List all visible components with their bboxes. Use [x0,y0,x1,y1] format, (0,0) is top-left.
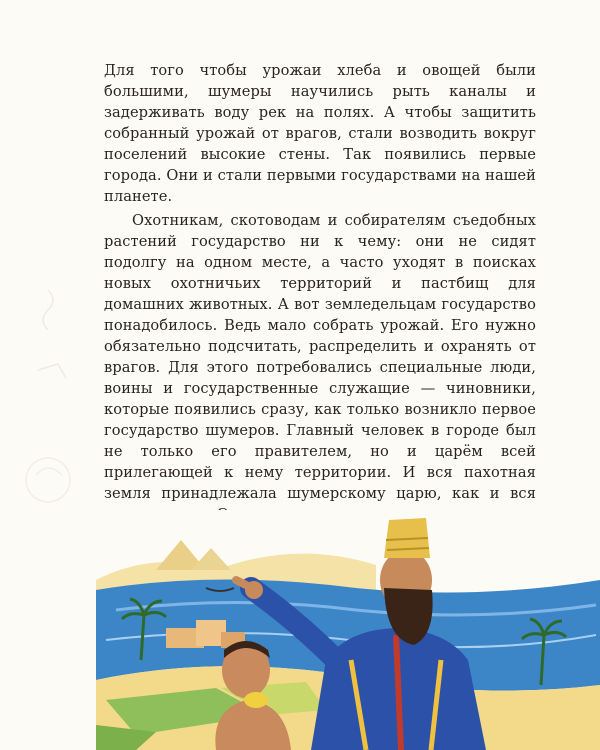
paragraph-1: Для того чтобы урожаи хлеба и овощей были большими, шумеры научились рыть каналы и задерживать воду рек на полях. А чтобы защитить собранный урожай от врагов, стали возводить вокруг поселений высокие стены. Так появились первые города. Они и стали первыми государствами на нашей планете. [104,62,536,205]
paragraph-2: Охотникам, скотоводам и собирателям съедобных растений государство ни к чему: они не сидят подолгу на одном месте, а часто уходят в поисках новых охотничьих территорий и пастбищ для домашних животных. А вот земледельцам государство понадобилось. Ведь мало собрать урожай. Его нужно обязательно подсчитать, распределить и охранять от врагов. Для этого потребовались специальные люди, воины и государственные служащие — чиновники, которые появились сразу, как только возникло первое государство шумеров. Главный человек в городе был не только его правителем, но и царём всей прилегающей к нему территории. И вся пахотная земля принадлежала шумерскому царю, как и вся [104,212,536,502]
article-text [104,60,536,588]
margin-doodle-decoration [18,280,88,520]
sumerian-king-illustration [96,510,600,750]
